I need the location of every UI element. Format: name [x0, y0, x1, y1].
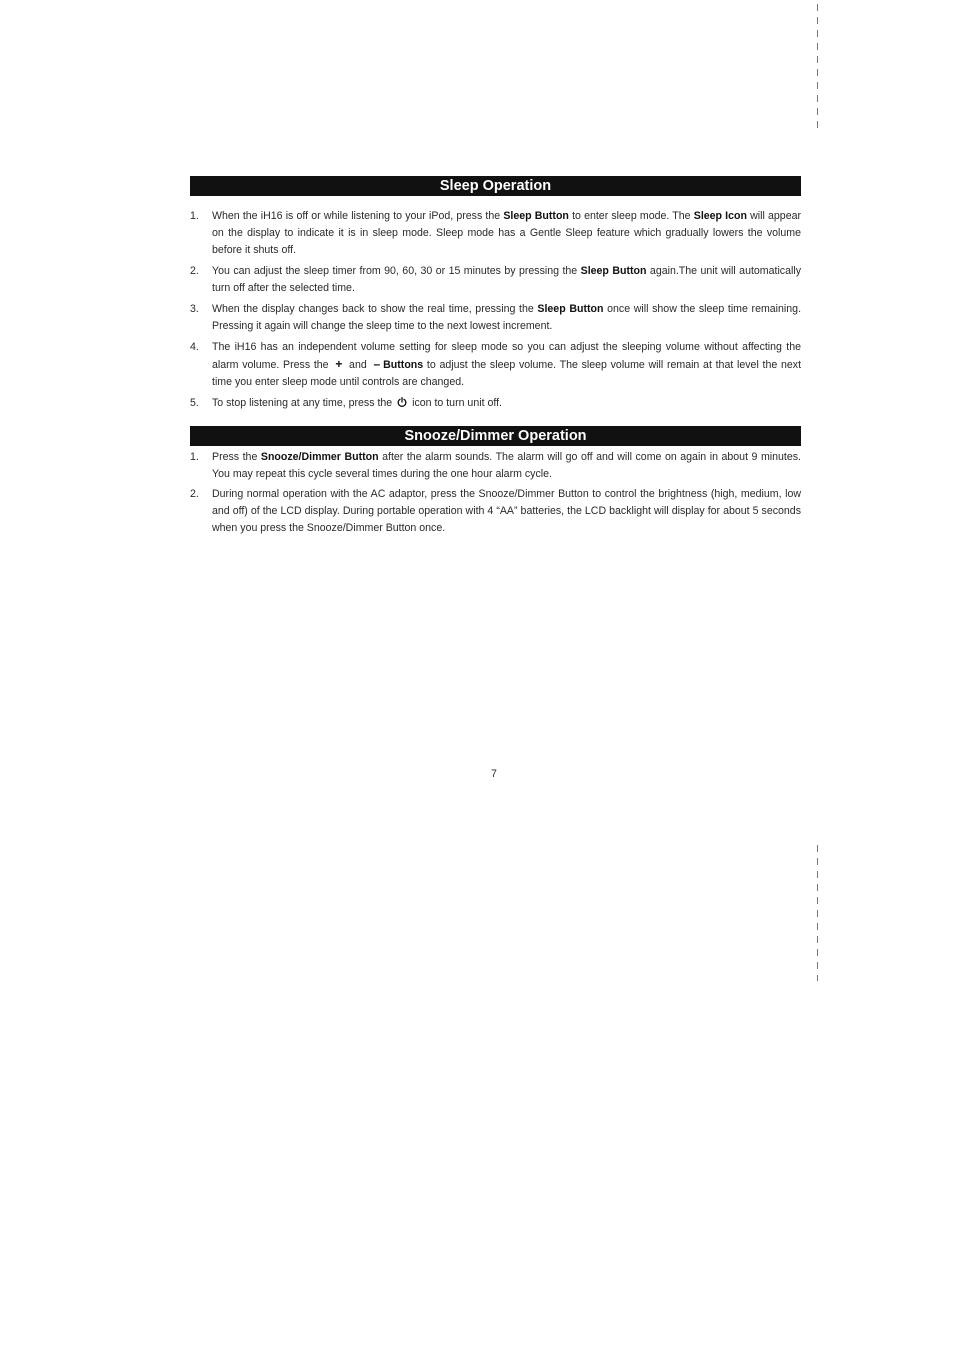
step-text: When the display changes back to show the real time, pressing the [212, 303, 538, 315]
step-text: During normal operation with the AC adaptor, press the Snooze/Dimmer Button to control the brightness (high, medium, low and off) of the LCD display. During portable operation with 4 “AA” batteries, the LCD backlight will display for about 5 seconds when you press the Snooze/Dimmer Button once. [212, 488, 801, 534]
buttons-term: Buttons [383, 359, 424, 371]
step-text: You can adjust the sleep timer from 90, 60, 30 or 15 minutes by pressing the [212, 265, 581, 277]
sleep-operation-heading: Sleep Operation [190, 176, 801, 196]
snooze-dimmer-button-term: Snooze/Dimmer Button [260, 451, 379, 463]
step-text: to enter sleep mode. The [568, 210, 694, 222]
list-item [190, 449, 801, 483]
crop-mark-top [817, 4, 818, 128]
page-number: 7 [491, 768, 497, 780]
step-number: 3. [190, 303, 199, 315]
sleep-steps-list [190, 208, 801, 412]
list-item [190, 486, 801, 537]
sleep-button-term: Sleep Button [537, 303, 604, 315]
sleep-operation-section [190, 176, 801, 416]
power-icon [397, 397, 407, 407]
step-text: icon to turn unit off. [409, 397, 502, 409]
snooze-dimmer-heading: Snooze/Dimmer Operation [190, 426, 801, 446]
step-number: 5. [190, 397, 199, 409]
step-text: When the iH16 is off or while listening to your iPod, press the [212, 210, 504, 222]
snooze-steps-list [190, 449, 801, 537]
list-item [190, 395, 801, 412]
minus-icon: – [373, 357, 381, 371]
step-number: 1. [190, 210, 199, 222]
step-number: 2. [190, 488, 199, 500]
list-item [190, 301, 801, 335]
sleep-button-term: Sleep Button [503, 210, 569, 222]
crop-mark-bottom [817, 845, 818, 981]
sleep-icon-term: Sleep Icon [693, 210, 747, 222]
step-text: once will show the sleep time remaining. Pressing it again will change the sleep time to the next lowest increment. [212, 303, 802, 332]
step-text: Press the [212, 451, 261, 463]
step-text: again.The unit will automatically turn off after the selected time. [212, 265, 802, 294]
step-text: To stop listening at any time, press the [212, 397, 396, 409]
sleep-button-term: Sleep Button [580, 265, 647, 277]
step-number: 1. [190, 451, 199, 463]
step-number: 4. [190, 341, 199, 353]
list-item [190, 339, 801, 391]
snooze-dimmer-section [190, 426, 801, 540]
list-item [190, 208, 801, 259]
step-text: after the alarm sounds. The alarm will go off and will come on again in about 9 minutes. You may repeat this cycle several times during the one hour alarm cycle. [212, 451, 801, 480]
step-number: 2. [190, 265, 199, 277]
step-text: to adjust the sleep volume. The sleep volume will remain at that level the next time you enter sleep mode until controls are changed. [212, 359, 802, 388]
step-text: and [345, 359, 371, 371]
plus-icon: + [335, 357, 343, 371]
step-text: The iH16 has an independent volume setting for sleep mode so you can adjust the sleeping volume without affecting the alarm volume. Press the [212, 341, 801, 371]
step-text: will appear on the display to indicate it is in sleep mode. Sleep mode has a Gentle Sleep feature which gradually lowers the volume before it shuts off. [212, 210, 802, 256]
list-item [190, 263, 801, 297]
